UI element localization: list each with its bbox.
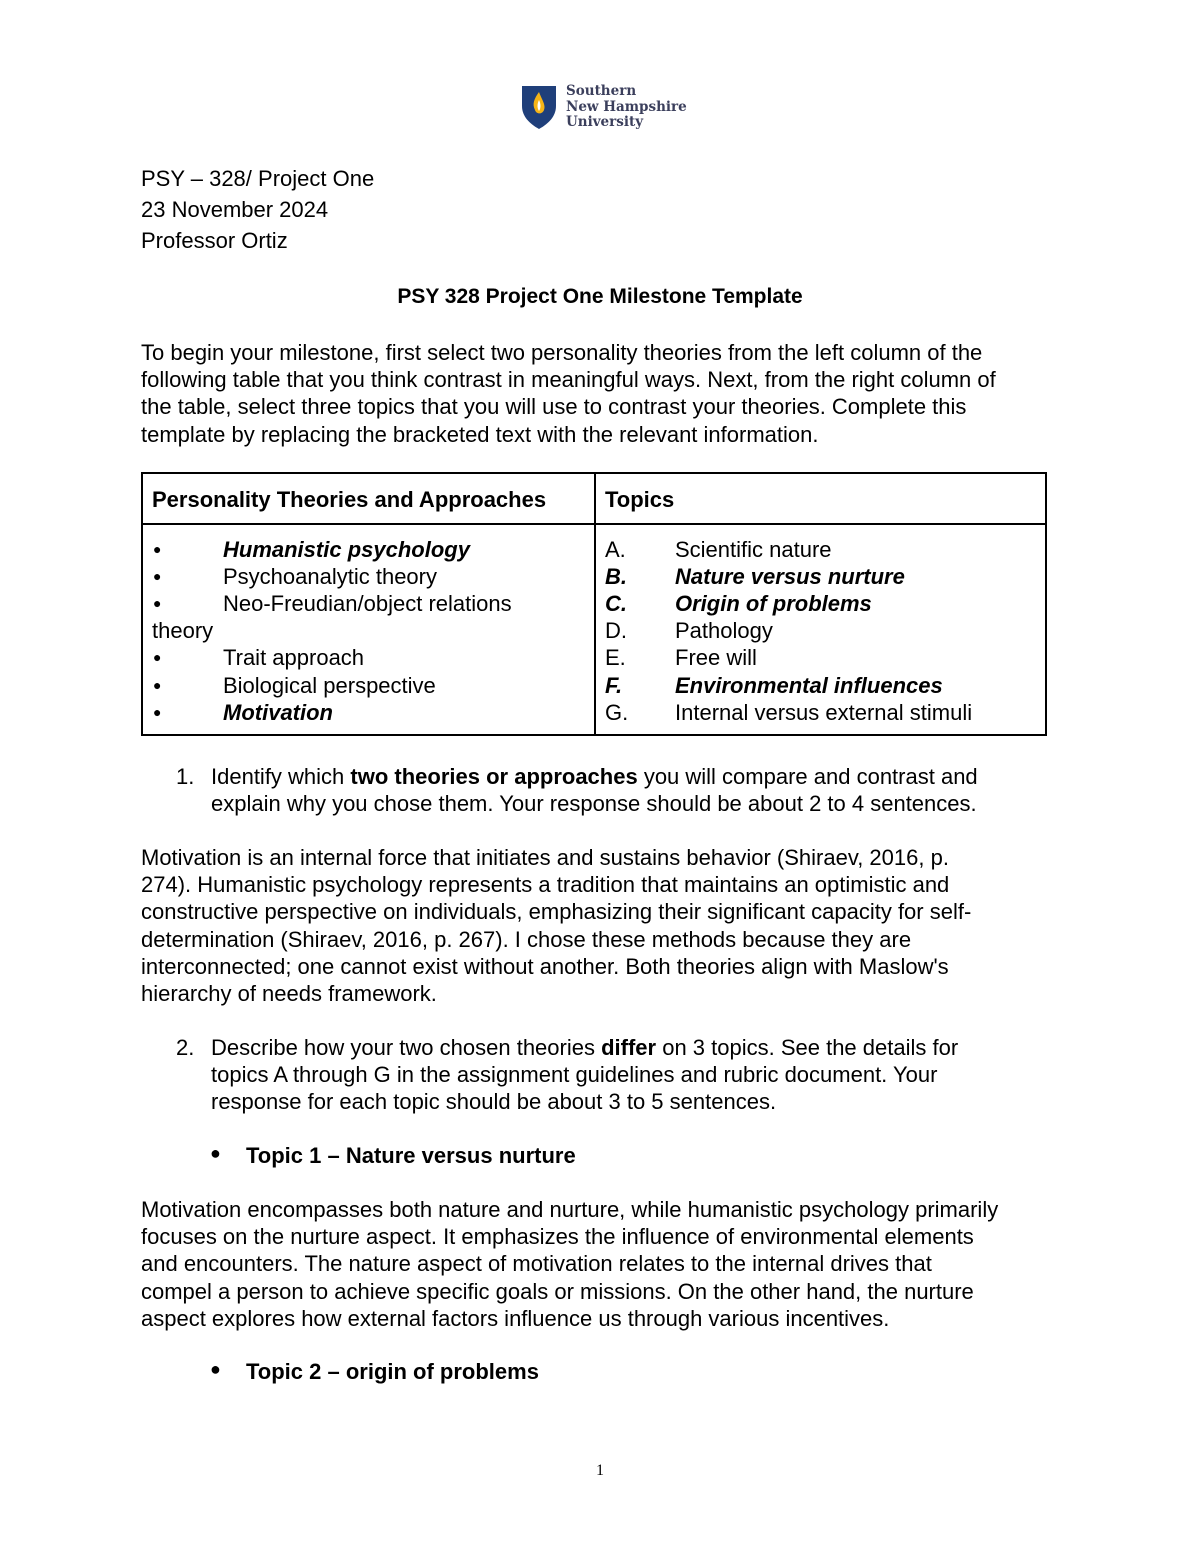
question-2-line-3: response for each topic should be about 3 to 5 sentences. (211, 1089, 777, 1114)
topic-letter: C. (605, 591, 627, 616)
answer-line: focuses on the nurture aspect. It emphasizes the influence of environmental elements (141, 1224, 974, 1250)
topic-1-heading: Topic 1 – Nature versus nurture (246, 1143, 576, 1168)
answer-line: hierarchy of needs framework. (141, 981, 437, 1007)
professor-line: Professor Ortiz (141, 228, 288, 253)
question-2-line-1: Describe how your two chosen theories differ on 3 topics. See the details for (211, 1035, 959, 1060)
theory-item: Motivation (223, 700, 333, 725)
logo-line-1: Southern (566, 83, 637, 99)
topic-item: Pathology (675, 618, 773, 643)
answer-line: Motivation encompasses both nature and nurture, while humanistic psychology primarily (141, 1197, 999, 1222)
topic-item: Origin of problems (675, 591, 872, 616)
topic-item: Nature versus nurture (675, 564, 905, 589)
university-logo (520, 84, 687, 131)
intro-line: template by replacing the bracketed text with the relevant information. (141, 421, 819, 447)
answer-2-paragraph (141, 1196, 1071, 1332)
question-1-number: 1. (176, 764, 195, 789)
theory-item: Trait approach (223, 645, 365, 670)
answer-line: compel a person to achieve specific goals or missions. On the other hand, the nurture (141, 1278, 974, 1304)
table-header-theories: Personality Theories and Approaches (152, 487, 547, 512)
topic-item: Scientific nature (675, 537, 832, 562)
topic-letter: G. (605, 700, 629, 725)
table-header-topics: Topics (605, 487, 675, 512)
answer-line: interconnected; one cannot exist without another. Both theories align with Maslow's (141, 953, 949, 979)
theory-item: Psychoanalytic theory (223, 564, 437, 589)
answer-line: and encounters. The nature aspect of motivation relates to the internal drives that (141, 1251, 932, 1277)
logo-line-2: New Hampshire (566, 98, 687, 115)
question-2-number: 2. (176, 1035, 195, 1060)
theory-item: Neo-Freudian/object relations (223, 591, 512, 616)
shield-logo-icon (520, 84, 558, 130)
topic-letter: B. (605, 564, 627, 589)
document-page: Southern New Hampshire University PSY – 328/ Project One 23 November 2024 Professor Ortiz PSY 328 Project One Milestone Template To begin your milestone, first select two personality theories from the left column of the following table that you think contrast in meaningful ways. Next, from the right column of the table, select three topics that you will use to contrast your theories. Complete this template by replacing the bracketed text with the relevant information. Personality Theories and Approaches Topics ● Humanistic psychology ● Psychoanalytic theory ● Neo-Freudian/object relations theory ● Trait approach ● Biological perspective ● Motivation A. Scientific nature B. Nature versus nurture C. Origin of problems D. Pathology E. Free will F. Environmental influences G. Internal versus external stimuli 1. Identify which two theories or approaches you will compare and contrast and explain why you chose them. Your response should be about 2 to 4 sentences. Motivation is an internal force that initiates and sustains behavior (Shiraev, 2016, p. 274). Humanistic psychology represents a tradition that maintains an optimistic and constructive perspective on individuals, emphasizing their significant capacity for self- determination (Shiraev, 2016, p. 267). I chose these methods because they are interconnected; one cannot exist without another. Both theories align with Maslow's hierarchy of needs framework. 2. Describe how your two chosen theories differ on 3 topics. See the details for topics A through G in the assignment guidelines and rubric document. Your response for each topic should be about 3 to 5 sentences. ● Topic 1 – Nature versus nurture Motivation encompasses both nature and nurture, while humanistic psychology primarily focuses on the nurture aspect. It emphasizes the influence of environmental elements and encounters. The nature aspect of motivation relates to the internal drives that compel a person to achieve specific goals or missions. On the other hand, the nurture aspect explores how external factors influence us through various incentives. ● Topic 2 – origin of problems 1 (0, 0, 1200, 1553)
theory-item-wrap: theory (152, 618, 214, 643)
answer-line: 274). Humanistic psychology represents a tradition that maintains an optimistic and (141, 872, 950, 898)
page-title: PSY 328 Project One Milestone Template (397, 285, 803, 308)
answer-line: determination (Shiraev, 2016, p. 267). I chose these methods because they are (141, 926, 912, 952)
intro-line: To begin your milestone, first select two personality theories from the left column of the (141, 340, 983, 365)
topic-letter: E. (605, 645, 626, 670)
question-1-line-2: explain why you chose them. Your response should be about 2 to 4 sentences. (211, 791, 977, 816)
topic-2-heading: Topic 2 – origin of problems (246, 1359, 539, 1384)
topic-letter: A. (605, 537, 626, 562)
intro-paragraph (141, 339, 1071, 448)
topic-item: Environmental influences (675, 673, 943, 698)
topic-item: Free will (675, 645, 757, 670)
theories-topics-table: Personality Theories and Approaches Topics ● Humanistic psychology ● Psychoanalytic theory ● Neo-Freudian/object relations theory ● Trait approach ● Biological perspective ● Motivation A. Scientific nature B. Nature versus nurture C. Origin of problems D. Pathology E. Free will F. Environmental influences G. Internal versus external stimuli (141, 472, 1047, 736)
answer-line: constructive perspective on individuals, emphasizing their significant capacity for self- (141, 899, 972, 925)
question-2-line-2: topics A through G in the assignment guidelines and rubric document. Your (211, 1062, 938, 1087)
page-number: 1 (596, 1462, 604, 1479)
question-1-line-1: Identify which two theories or approaches you will compare and contrast and (211, 764, 978, 789)
theory-item: Humanistic psychology (223, 537, 470, 562)
topic-letter: D. (605, 618, 627, 643)
answer-line: Motivation is an internal force that initiates and sustains behavior (Shiraev, 2016, p. (141, 845, 949, 870)
logo-line-3: University (566, 114, 644, 130)
topic-item: Internal versus external stimuli (675, 700, 973, 725)
intro-line: the table, select three topics that you will use to contrast your theories. Complete this (141, 394, 967, 420)
answer-line: aspect explores how external factors influence us through various incentives. (141, 1305, 890, 1331)
theory-item: Biological perspective (223, 673, 436, 698)
intro-line: following table that you think contrast in meaningful ways. Next, from the right column of (141, 367, 996, 393)
topic-letter: F. (605, 673, 623, 698)
answer-1-paragraph (141, 844, 1071, 1007)
date-line: 23 November 2024 (141, 197, 329, 222)
course-line: PSY – 328/ Project One (141, 166, 375, 191)
